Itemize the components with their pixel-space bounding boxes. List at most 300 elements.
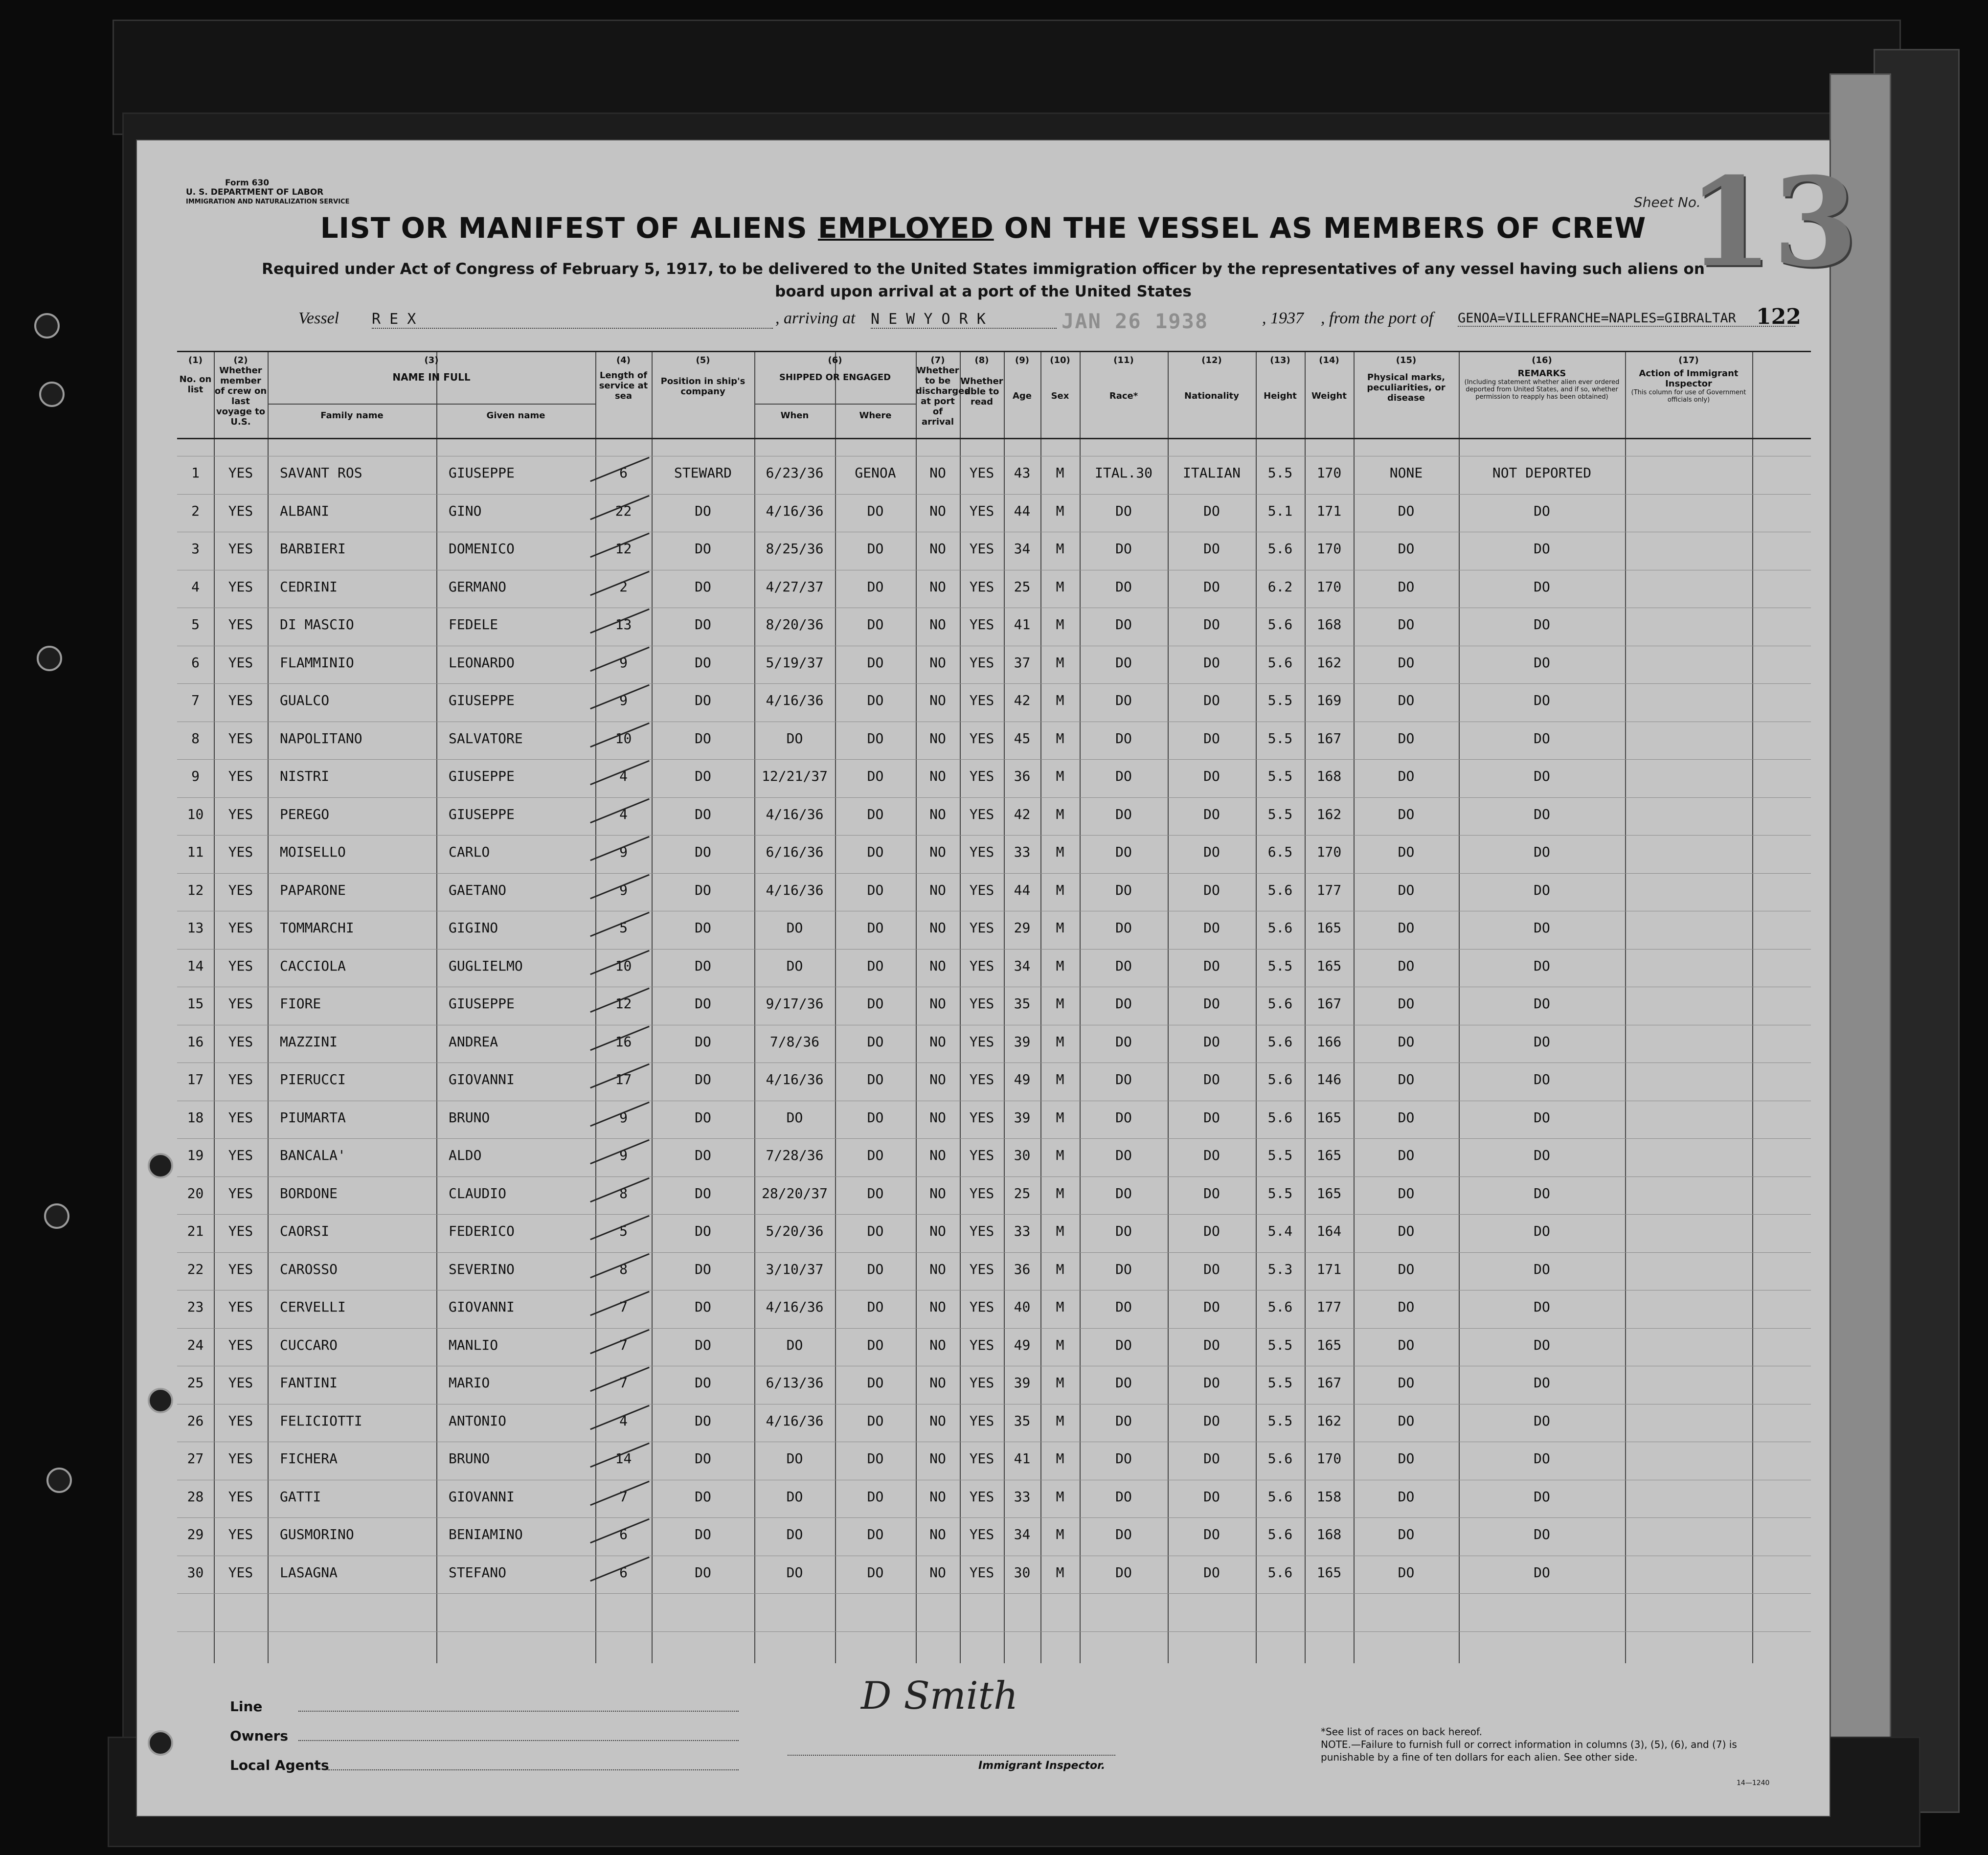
cell-age: 41 — [1014, 1450, 1031, 1467]
page-number: 122 — [1756, 304, 1801, 329]
cell-prev-voyage: YES — [228, 844, 253, 860]
cell-age: 41 — [1014, 616, 1031, 633]
cell-sex: M — [1056, 730, 1064, 747]
cell-race: ITAL.30 — [1094, 465, 1152, 481]
cell-prev-voyage: YES — [228, 1299, 253, 1315]
cell-sex: M — [1056, 654, 1064, 671]
cell-discharge: NO — [929, 995, 946, 1012]
cell-position: DO — [695, 578, 711, 595]
cell-height: 5.5 — [1267, 806, 1293, 822]
cell-given-name: GINO — [449, 502, 482, 519]
col-no-header: (1) No. on list — [179, 355, 212, 395]
cell-remarks: DO — [1534, 768, 1550, 784]
cell-position: DO — [695, 541, 711, 557]
cell-weight: 164 — [1316, 1223, 1342, 1239]
cell-nationality: DO — [1203, 692, 1220, 708]
cell-prev-voyage: YES — [228, 1185, 253, 1201]
cell-sex: M — [1056, 1033, 1064, 1050]
cell-physical-marks: DO — [1398, 541, 1415, 557]
cell-nationality: DO — [1203, 654, 1220, 671]
cell-age: 37 — [1014, 654, 1031, 671]
arriving-label: , arriving at — [775, 309, 856, 327]
cell-prev-voyage: YES — [228, 882, 253, 898]
cell-sex: M — [1056, 541, 1064, 557]
binder-hole-icon — [39, 382, 65, 407]
cell-service-years: 17 — [615, 1071, 632, 1087]
cell-weight: 162 — [1316, 654, 1342, 671]
cell-position: DO — [695, 1033, 711, 1050]
cell-height: 6.2 — [1267, 578, 1293, 595]
cell-sex: M — [1056, 1071, 1064, 1087]
cell-able-to-read: YES — [969, 1488, 994, 1505]
cell-able-to-read: YES — [969, 654, 994, 671]
cell-engaged-when: 8/20/36 — [766, 616, 824, 633]
cell-prev-voyage: YES — [228, 692, 253, 708]
cell-engaged-where: DO — [867, 844, 884, 860]
cell-engaged-where: DO — [867, 1033, 884, 1050]
cell-able-to-read: YES — [969, 730, 994, 747]
row-rule — [177, 797, 1811, 798]
cell-position: DO — [695, 502, 711, 519]
cell-remarks: DO — [1534, 1450, 1550, 1467]
cell-engaged-when: 28/20/37 — [762, 1185, 828, 1201]
cell-given-name: BENIAMINO — [449, 1526, 523, 1542]
cell-discharge: NO — [929, 1450, 946, 1467]
cell-engaged-when: 4/16/36 — [766, 1412, 824, 1429]
cell-service-years: 16 — [615, 1033, 632, 1050]
col-marks-header: (15) Physical marks, peculiarities, or disease — [1367, 355, 1446, 403]
cell-age: 35 — [1014, 1412, 1031, 1429]
cell-family-name: CAORSI — [280, 1223, 330, 1239]
cell-remarks: DO — [1534, 1261, 1550, 1277]
cell-able-to-read: YES — [969, 1450, 994, 1467]
cell-engaged-when: 6/16/36 — [766, 844, 824, 860]
cell-prev-voyage: YES — [228, 806, 253, 822]
arrival-date-stamp: JAN 26 1938 — [1062, 309, 1209, 333]
cell-position: DO — [695, 616, 711, 633]
cell-height: 5.6 — [1267, 616, 1293, 633]
owners-fill — [298, 1740, 739, 1741]
col-service-header: (4) Length of service at sea — [599, 355, 648, 401]
cell-able-to-read: YES — [969, 768, 994, 784]
cell-height: 5.6 — [1267, 995, 1293, 1012]
cell-height: 5.6 — [1267, 1033, 1293, 1050]
cell-sex: M — [1056, 465, 1064, 481]
cell-sex: M — [1056, 920, 1064, 936]
cell-sex: M — [1056, 1375, 1064, 1391]
cell-discharge: NO — [929, 1299, 946, 1315]
from-port-label: , from the port of — [1321, 309, 1434, 327]
cell-row-number: 4 — [191, 578, 200, 595]
cell-family-name: ALBANI — [280, 502, 330, 519]
cell-weight: 168 — [1316, 1526, 1342, 1542]
cell-weight: 170 — [1316, 578, 1342, 595]
cell-physical-marks: DO — [1398, 844, 1415, 860]
cell-remarks: DO — [1534, 1336, 1550, 1353]
cell-race: DO — [1115, 1147, 1132, 1163]
cell-engaged-where: DO — [867, 730, 884, 747]
cell-nationality: DO — [1203, 1261, 1220, 1277]
cell-nationality: DO — [1203, 1185, 1220, 1201]
cell-race: DO — [1115, 768, 1132, 784]
cell-position: DO — [695, 1375, 711, 1391]
cell-family-name: FLAMMINIO — [280, 654, 354, 671]
cell-physical-marks: NONE — [1389, 465, 1423, 481]
owners-label: Owners — [230, 1728, 289, 1744]
cell-remarks: DO — [1534, 920, 1550, 936]
document-subtitle: Required under Act of Congress of February 5, 1917, to be delivered to the United States immigration officer by the representatives of any vessel having such aliens on board upon arrival at a port of the United States — [262, 260, 1705, 300]
row-rule — [177, 1138, 1811, 1139]
cell-height: 5.4 — [1267, 1223, 1293, 1239]
cell-engaged-when: DO — [786, 1109, 803, 1126]
cell-remarks: DO — [1534, 1299, 1550, 1315]
cell-row-number: 2 — [191, 502, 200, 519]
cell-service-years: 13 — [615, 616, 632, 633]
cell-weight: 177 — [1316, 882, 1342, 898]
stacked-pages-right-edge-light — [1830, 73, 1891, 1818]
cell-discharge: NO — [929, 806, 946, 822]
cell-height: 5.5 — [1267, 1185, 1293, 1201]
cell-engaged-when: 5/19/37 — [766, 654, 824, 671]
cell-position: DO — [695, 995, 711, 1012]
cell-weight: 170 — [1316, 465, 1342, 481]
cell-prev-voyage: YES — [228, 1450, 253, 1467]
cell-race: DO — [1115, 1261, 1132, 1277]
cell-able-to-read: YES — [969, 541, 994, 557]
cell-discharge: NO — [929, 844, 946, 860]
cell-discharge: NO — [929, 1564, 946, 1581]
cell-physical-marks: DO — [1398, 1564, 1415, 1581]
cell-age: 45 — [1014, 730, 1031, 747]
cell-engaged-where: DO — [867, 541, 884, 557]
cell-prev-voyage: YES — [228, 768, 253, 784]
cell-age: 30 — [1014, 1564, 1031, 1581]
cell-remarks: DO — [1534, 957, 1550, 974]
cell-weight: 171 — [1316, 1261, 1342, 1277]
cell-age: 42 — [1014, 692, 1031, 708]
cell-prev-voyage: YES — [228, 730, 253, 747]
cell-row-number: 13 — [187, 920, 204, 936]
cell-engaged-where: DO — [867, 502, 884, 519]
cell-discharge: NO — [929, 882, 946, 898]
local-agents-label: Local Agents — [230, 1757, 329, 1773]
row-rule — [177, 873, 1811, 874]
cell-engaged-where: DO — [867, 957, 884, 974]
cell-age: 33 — [1014, 1223, 1031, 1239]
cell-prev-voyage: YES — [228, 502, 253, 519]
cell-nationality: DO — [1203, 995, 1220, 1012]
cell-race: DO — [1115, 1375, 1132, 1391]
row-rule — [177, 1631, 1811, 1632]
cell-position: DO — [695, 1223, 711, 1239]
cell-row-number: 10 — [187, 806, 204, 822]
cell-able-to-read: YES — [969, 1109, 994, 1126]
cell-nationality: DO — [1203, 1450, 1220, 1467]
cell-physical-marks: DO — [1398, 882, 1415, 898]
cell-engaged-where: DO — [867, 1299, 884, 1315]
arrival-port: N E W Y O R K — [871, 311, 1057, 329]
cell-race: DO — [1115, 882, 1132, 898]
cell-engaged-where: DO — [867, 1375, 884, 1391]
cell-family-name: BANCALA' — [280, 1147, 346, 1163]
cell-race: DO — [1115, 654, 1132, 671]
cell-sex: M — [1056, 1526, 1064, 1542]
col-prev-voyage-header: (2) Whether member of crew on last voyage to U.S. — [214, 355, 267, 427]
cell-family-name: FELICIOTTI — [280, 1412, 362, 1429]
punch-hole-icon — [148, 1153, 173, 1178]
cell-prev-voyage: YES — [228, 1488, 253, 1505]
col-position-header: (5) Position in ship's company — [660, 355, 746, 397]
cell-discharge: NO — [929, 541, 946, 557]
cell-weight: 168 — [1316, 616, 1342, 633]
cell-physical-marks: DO — [1398, 1261, 1415, 1277]
cell-family-name: MAZZINI — [280, 1033, 338, 1050]
cell-weight: 165 — [1316, 920, 1342, 936]
cell-engaged-where: DO — [867, 1109, 884, 1126]
row-rule — [177, 1328, 1811, 1329]
cell-engaged-where: DO — [867, 654, 884, 671]
cell-engaged-where: DO — [867, 1071, 884, 1087]
cell-physical-marks: DO — [1398, 616, 1415, 633]
cell-discharge: NO — [929, 1071, 946, 1087]
cell-engaged-when: 9/17/36 — [766, 995, 824, 1012]
cell-family-name: CACCIOLA — [280, 957, 346, 974]
cell-row-number: 24 — [187, 1336, 204, 1353]
cell-engaged-when: 4/16/36 — [766, 882, 824, 898]
cell-row-number: 11 — [187, 844, 204, 860]
cell-sex: M — [1056, 768, 1064, 784]
inspector-fill — [788, 1755, 1115, 1756]
cell-discharge: NO — [929, 654, 946, 671]
cell-engaged-when: DO — [786, 1336, 803, 1353]
cell-prev-voyage: YES — [228, 920, 253, 936]
cell-height: 5.5 — [1267, 957, 1293, 974]
cell-family-name: NISTRI — [280, 768, 330, 784]
cell-row-number: 7 — [191, 692, 200, 708]
cell-service-years: 5 — [619, 1223, 628, 1239]
cell-family-name: TOMMARCHI — [280, 920, 354, 936]
cell-service-years: 2 — [619, 578, 628, 595]
cell-family-name: PEREGO — [280, 806, 330, 822]
cell-service-years: 12 — [615, 995, 632, 1012]
cell-engaged-where: DO — [867, 1185, 884, 1201]
cell-service-years: 10 — [615, 957, 632, 974]
cell-age: 34 — [1014, 1526, 1031, 1542]
cell-engaged-where: DO — [867, 768, 884, 784]
cell-physical-marks: DO — [1398, 1033, 1415, 1050]
cell-age: 44 — [1014, 502, 1031, 519]
col-race-header: (11) Race* — [1109, 355, 1138, 401]
column-rule — [268, 352, 269, 1663]
cell-given-name: SEVERINO — [449, 1261, 515, 1277]
form-number: Form 630 — [225, 178, 270, 188]
manifest-sheet — [136, 139, 1858, 1817]
cell-family-name: FICHERA — [280, 1450, 338, 1467]
cell-able-to-read: YES — [969, 1526, 994, 1542]
cell-weight: 167 — [1316, 730, 1342, 747]
cell-remarks: DO — [1534, 1412, 1550, 1429]
cell-family-name: DI MASCIO — [280, 616, 354, 633]
cell-physical-marks: DO — [1398, 995, 1415, 1012]
cell-age: 43 — [1014, 465, 1031, 481]
cell-position: DO — [695, 806, 711, 822]
cell-remarks: DO — [1534, 1071, 1550, 1087]
cell-nationality: DO — [1203, 502, 1220, 519]
cell-engaged-when: 5/20/36 — [766, 1223, 824, 1239]
cell-sex: M — [1056, 1336, 1064, 1353]
local-agents-fill — [328, 1769, 739, 1770]
cell-race: DO — [1115, 692, 1132, 708]
cell-family-name: CEDRINI — [280, 578, 338, 595]
cell-able-to-read: YES — [969, 578, 994, 595]
cell-discharge: NO — [929, 502, 946, 519]
cell-service-years: 4 — [619, 768, 628, 784]
cell-engaged-when: 8/25/36 — [766, 541, 824, 557]
cell-engaged-where: DO — [867, 1564, 884, 1581]
cell-position: DO — [695, 730, 711, 747]
cell-discharge: NO — [929, 1375, 946, 1391]
cell-able-to-read: YES — [969, 1033, 994, 1050]
cell-age: 25 — [1014, 1185, 1031, 1201]
cell-prev-voyage: YES — [228, 1336, 253, 1353]
cell-family-name: SAVANT ROS — [280, 465, 362, 481]
cell-height: 5.5 — [1267, 465, 1293, 481]
col-height-header: (13) Height — [1264, 355, 1297, 401]
cell-sex: M — [1056, 806, 1064, 822]
cell-sex: M — [1056, 502, 1064, 519]
cell-service-years: 6 — [619, 465, 628, 481]
cell-row-number: 27 — [187, 1450, 204, 1467]
cell-able-to-read: YES — [969, 957, 994, 974]
cell-sex: M — [1056, 692, 1064, 708]
cell-remarks: DO — [1534, 882, 1550, 898]
cell-row-number: 8 — [191, 730, 200, 747]
cell-discharge: NO — [929, 616, 946, 633]
cell-age: 34 — [1014, 541, 1031, 557]
cell-position: DO — [695, 1147, 711, 1163]
cell-sex: M — [1056, 882, 1064, 898]
sheet-number: 13 — [1688, 150, 1858, 294]
cell-row-number: 6 — [191, 654, 200, 671]
cell-able-to-read: YES — [969, 844, 994, 860]
cell-able-to-read: YES — [969, 616, 994, 633]
cell-sex: M — [1056, 616, 1064, 633]
col-where-header: Where — [835, 404, 916, 421]
cell-family-name: CUCCARO — [280, 1336, 338, 1353]
cell-given-name: LEONARDO — [449, 654, 515, 671]
cell-physical-marks: DO — [1398, 920, 1415, 936]
cell-race: DO — [1115, 920, 1132, 936]
col-read-header: (8) Whether able to read — [960, 355, 1003, 407]
cell-row-number: 21 — [187, 1223, 204, 1239]
col-inspector-action-header: (17) Action of Immigrant Inspector (This column for use of Government officials only) — [1631, 355, 1746, 404]
cell-service-years: 9 — [619, 844, 628, 860]
cell-race: DO — [1115, 1071, 1132, 1087]
cell-row-number: 30 — [187, 1564, 204, 1581]
cell-sex: M — [1056, 1147, 1064, 1163]
sheet-number-label: Sheet No. — [1634, 194, 1701, 210]
cell-remarks: DO — [1534, 1375, 1550, 1391]
cell-height: 5.6 — [1267, 654, 1293, 671]
cell-height: 5.5 — [1267, 768, 1293, 784]
cell-discharge: NO — [929, 1223, 946, 1239]
cell-able-to-read: YES — [969, 806, 994, 822]
cell-given-name: GAETANO — [449, 882, 507, 898]
row-rule — [177, 1176, 1811, 1177]
cell-sex: M — [1056, 1564, 1064, 1581]
cell-race: DO — [1115, 730, 1132, 747]
cell-remarks: DO — [1534, 616, 1550, 633]
cell-race: DO — [1115, 1109, 1132, 1126]
col-age-header: (9) Age — [1012, 355, 1032, 401]
cell-family-name: GUSMORINO — [280, 1526, 354, 1542]
footer-notes: *See list of races on back hereof. NOTE.—Failure to furnish full or correct information in columns (3), (5), (6), and (7) is punishable by a fine of ten dollars for each alien. See other side. — [1321, 1726, 1737, 1763]
cell-discharge: NO — [929, 465, 946, 481]
cell-nationality: DO — [1203, 1564, 1220, 1581]
cell-physical-marks: DO — [1398, 1109, 1415, 1126]
cell-engaged-where: DO — [867, 1147, 884, 1163]
cell-given-name: GIOVANNI — [449, 1071, 515, 1087]
row-rule — [177, 683, 1811, 684]
cell-sex: M — [1056, 844, 1064, 860]
cell-service-years: 9 — [619, 692, 628, 708]
row-rule — [177, 949, 1811, 950]
cell-prev-voyage: YES — [228, 1223, 253, 1239]
cell-engaged-when: DO — [786, 1526, 803, 1542]
cell-height: 5.6 — [1267, 1564, 1293, 1581]
cell-discharge: NO — [929, 957, 946, 974]
cell-row-number: 14 — [187, 957, 204, 974]
cell-prev-voyage: YES — [228, 578, 253, 595]
cell-prev-voyage: YES — [228, 1033, 253, 1050]
cell-engaged-when: 3/10/37 — [766, 1261, 824, 1277]
cell-remarks: DO — [1534, 730, 1550, 747]
cell-remarks: DO — [1534, 541, 1550, 557]
cell-weight: 167 — [1316, 995, 1342, 1012]
cell-discharge: NO — [929, 1526, 946, 1542]
cell-race: DO — [1115, 1412, 1132, 1429]
cell-able-to-read: YES — [969, 995, 994, 1012]
cell-given-name: MARIO — [449, 1375, 490, 1391]
cell-service-years: 9 — [619, 654, 628, 671]
cell-weight: 166 — [1316, 1033, 1342, 1050]
cell-engaged-when: 6/13/36 — [766, 1375, 824, 1391]
cell-engaged-when: 4/16/36 — [766, 692, 824, 708]
col-discharge-header: (7) Whether to be discharged at port of arrival — [916, 355, 971, 427]
cell-nationality: DO — [1203, 541, 1220, 557]
cell-prev-voyage: YES — [228, 1109, 253, 1126]
cell-row-number: 15 — [187, 995, 204, 1012]
cell-height: 5.6 — [1267, 1526, 1293, 1542]
vessel-name: R E X — [372, 311, 773, 329]
cell-service-years: 14 — [615, 1450, 632, 1467]
cell-prev-voyage: YES — [228, 995, 253, 1012]
cell-given-name: STEFANO — [449, 1564, 507, 1581]
cell-age: 25 — [1014, 578, 1031, 595]
cell-sex: M — [1056, 1223, 1064, 1239]
cell-remarks: DO — [1534, 502, 1550, 519]
cell-physical-marks: DO — [1398, 1336, 1415, 1353]
immigrant-inspector-label: Immigrant Inspector. — [978, 1760, 1106, 1772]
cell-prev-voyage: YES — [228, 1564, 253, 1581]
cell-remarks: DO — [1534, 1526, 1550, 1542]
col-nationality-header: (12) Nationality — [1184, 355, 1239, 401]
cell-physical-marks: DO — [1398, 1147, 1415, 1163]
cell-given-name: GIUSEPPE — [449, 692, 515, 708]
line-fill — [298, 1711, 739, 1712]
cell-weight: 165 — [1316, 1185, 1342, 1201]
cell-engaged-where: DO — [867, 1261, 884, 1277]
